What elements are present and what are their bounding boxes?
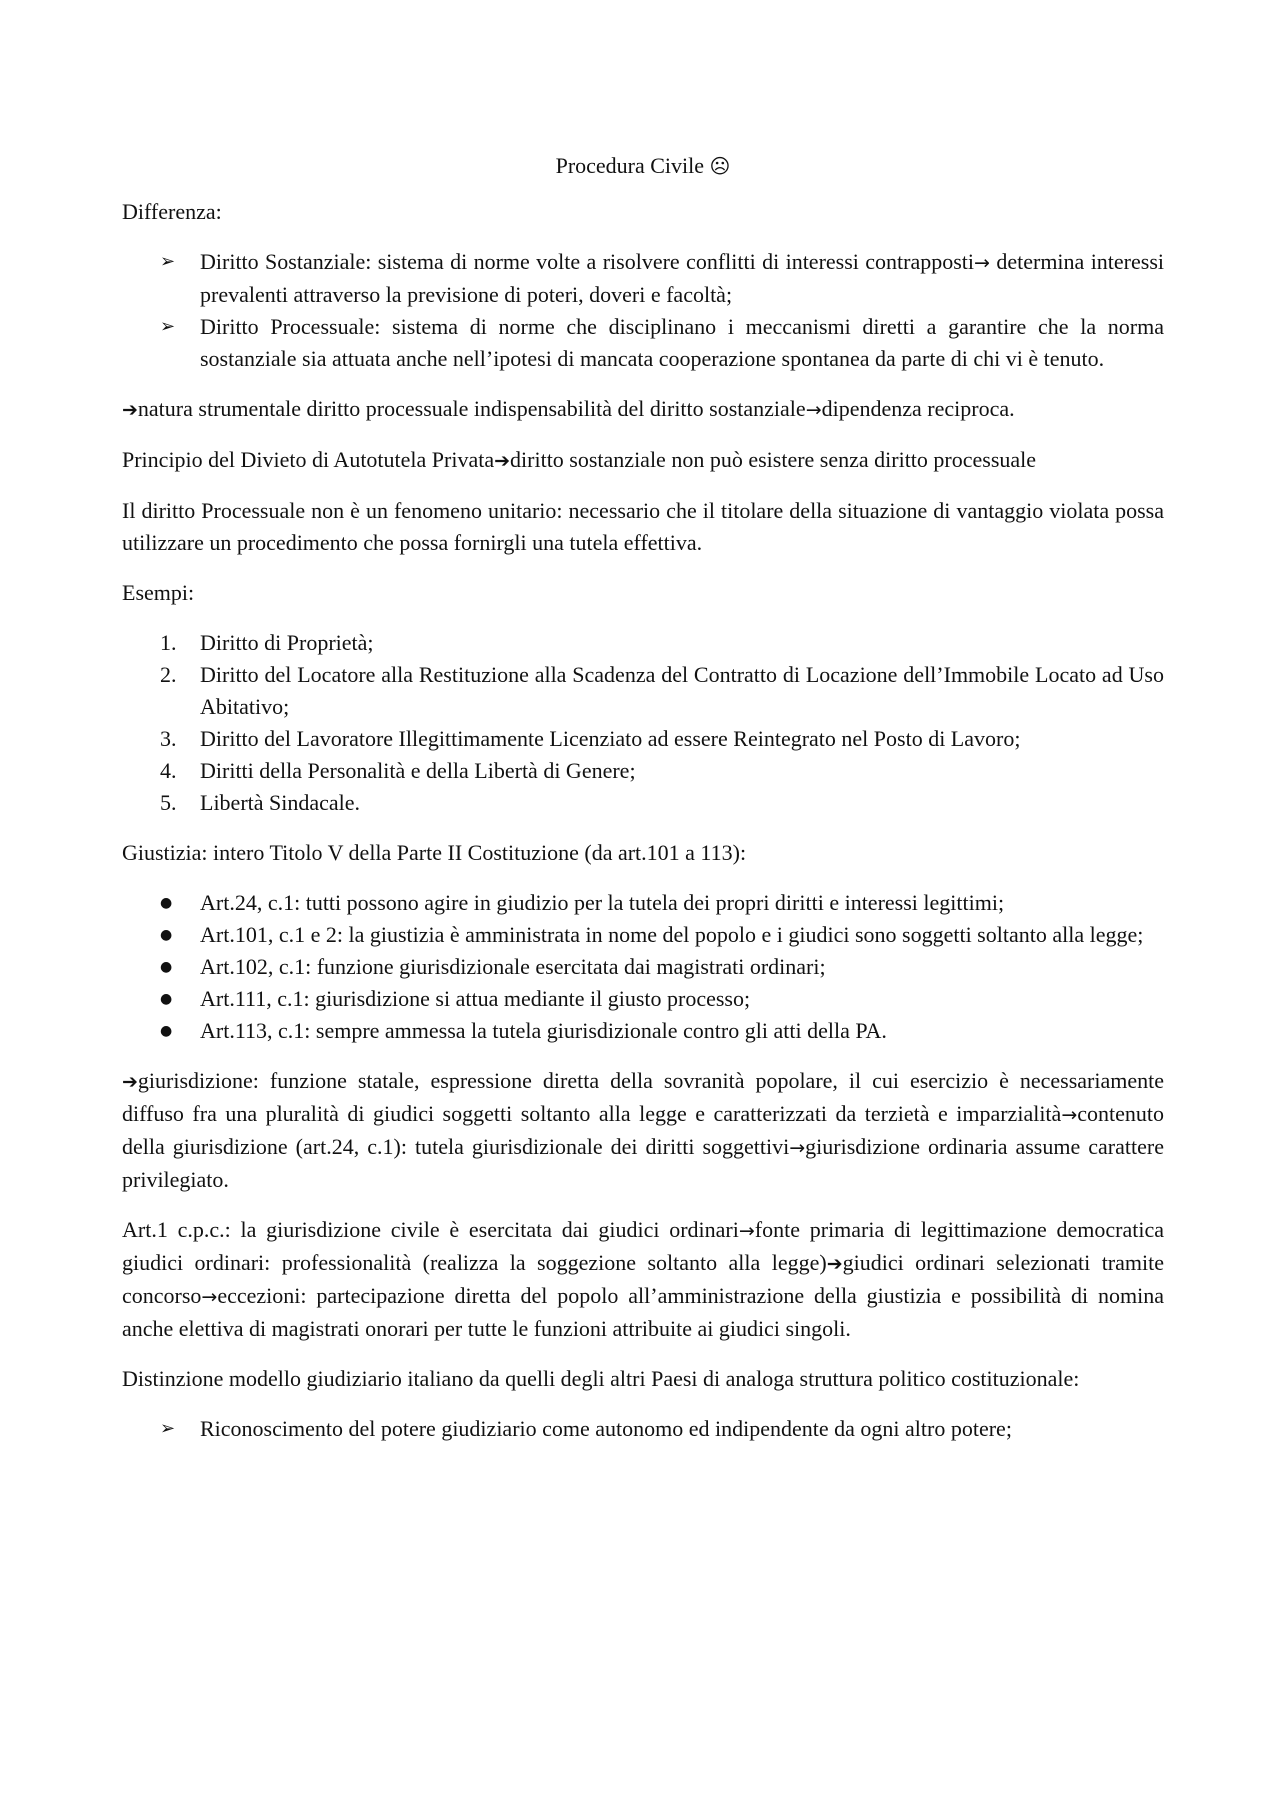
bullet-dot-icon: ● xyxy=(160,991,173,1007)
right-arrow-icon: → xyxy=(805,399,822,421)
esempi-heading: Esempi: xyxy=(122,580,195,605)
item-text: Art.101, c.1 e 2: la giustizia è amministrata in nome del popolo e i giudici sono soggetti soltanto alla legge; xyxy=(200,922,1144,947)
right-arrow-icon: → xyxy=(789,1137,806,1159)
item-text: Diritti della Personalità e della Libertà di Genere; xyxy=(200,758,636,783)
item-text: Diritto di Proprietà; xyxy=(200,630,374,655)
text-run: dipendenza reciproca. xyxy=(821,396,1015,421)
list-number: 4. xyxy=(160,758,177,783)
art1-paragraph xyxy=(122,1214,1164,1345)
esempi-list xyxy=(122,627,1164,819)
item-text: Art.113, c.1: sempre ammessa la tutela giurisdizionale contro gli atti della PA. xyxy=(200,1018,887,1043)
text-run: natura strumentale diritto processuale indispensabilità del diritto sostanziale xyxy=(137,396,806,421)
differenza-list xyxy=(122,246,1164,375)
right-arrow-icon: → xyxy=(201,1286,218,1308)
giustizia-heading: Giustizia: intero Titolo V della Parte II Costituzione (da art.101 a 113): xyxy=(122,840,747,865)
arrowhead-bullet-icon: ➢ xyxy=(160,251,176,272)
list-item xyxy=(122,983,1164,1015)
bullet-dot-icon: ● xyxy=(160,895,173,911)
list-item xyxy=(122,887,1164,919)
text-run: eccezioni: partecipazione diretta del popolo all’amministrazione della giustizia e possibilità di nomina anche elettiva di magistrati onorari per tutte le funzioni attribuite ai giudici singoli. xyxy=(122,1283,1164,1341)
item-text: Diritto Sostanziale: sistema di norme volte a risolvere conflitti di interessi contrapposti xyxy=(200,249,975,274)
page-title xyxy=(122,150,1164,182)
list-item xyxy=(122,723,1164,755)
item-text: Diritto Processuale: sistema di norme che disciplinano i meccanismi diretti a garantire che la norma sostanziale sia attuata anche nell’ipotesi di mancata cooperazione spontanea da parte di chi vi è tenuto. xyxy=(200,314,1164,371)
distinzione-paragraph: Distinzione modello giudiziario italiano da quelli degli altri Paesi di analoga struttura politico costituzionale: xyxy=(122,1366,1080,1391)
list-item xyxy=(122,787,1164,819)
giurisdizione-paragraph xyxy=(122,1065,1164,1196)
list-number: 1. xyxy=(160,630,177,655)
item-text: Art.102, c.1: funzione giurisdizionale esercitata dai magistrati ordinari; xyxy=(200,954,826,979)
right-arrow-icon: → xyxy=(1061,1104,1078,1126)
text-run: Principio del Divieto di Autotutela Privata xyxy=(122,447,495,472)
right-arrow-icon: → xyxy=(974,252,990,274)
list-item xyxy=(122,311,1164,375)
bold-right-arrow-icon: ➔ xyxy=(122,399,138,421)
text-run: fonte primaria di legittimazione democratica giudici ordinari: professionalità (realizza la soggezione soltanto alla legge) xyxy=(122,1217,1164,1275)
item-text-rest: determina interessi prevalenti attraverso la previsione di poteri, doveri e facoltà; xyxy=(200,249,1165,307)
natura-paragraph xyxy=(122,393,1164,426)
text-run: giurisdizione: funzione statale, espressione diretta della sovranità popolare, il cui esercizio è necessariamente diffuso fra una pluralità di giudici soggetti soltanto alla legge e caratterizzati da terzietà e imparzialità xyxy=(122,1068,1164,1126)
list-number: 5. xyxy=(160,790,177,815)
list-item xyxy=(122,1413,1164,1445)
bullet-dot-icon: ● xyxy=(160,927,173,943)
list-item xyxy=(122,1015,1164,1047)
item-text: Libertà Sindacale. xyxy=(200,790,361,815)
item-text: Diritto del Lavoratore Illegittimamente Licenziato ad essere Reintegrato nel Posto di Lavoro; xyxy=(200,726,1021,751)
text-run: giurisdizione ordinaria assume carattere privilegiato. xyxy=(122,1134,1164,1192)
principio-paragraph xyxy=(122,444,1164,477)
sad-face-icon: ☹ xyxy=(709,154,731,178)
list-item xyxy=(122,919,1164,951)
giustizia-list xyxy=(122,887,1164,1047)
text-run: diritto sostanziale non può esistere senza diritto processuale xyxy=(510,447,1037,472)
item-text: Riconoscimento del potere giudiziario come autonomo ed indipendente da ogni altro potere; xyxy=(200,1416,1012,1441)
right-arrow-icon: → xyxy=(738,1220,755,1242)
arrowhead-bullet-icon: ➢ xyxy=(160,1418,176,1439)
list-item xyxy=(122,627,1164,659)
item-text: Art.111, c.1: giurisdizione si attua mediante il giusto processo; xyxy=(200,986,751,1011)
item-text: Diritto del Locatore alla Restituzione alla Scadenza del Contratto di Locazione dell’Immobile Locato ad Uso Abitativo; xyxy=(200,662,1164,719)
text-run: contenuto della giurisdizione (art.24, c.1): tutela giurisdizionale dei diritti soggettivi xyxy=(122,1101,1164,1159)
item-text: Art.24, c.1: tutti possono agire in giudizio per la tutela dei propri diritti e interessi legittimi; xyxy=(200,890,1005,915)
list-number: 2. xyxy=(160,662,177,687)
arrowhead-bullet-icon: ➢ xyxy=(160,316,176,337)
text-run: giudici ordinari selezionati tramite concorso xyxy=(122,1250,1164,1308)
diritto-processuale-paragraph: Il diritto Processuale non è un fenomeno unitario: necessario che il titolare della situazione di vantaggio violata possa utilizzare un procedimento che possa fornirgli una tutela effettiva. xyxy=(122,498,1164,555)
differenza-heading: Differenza: xyxy=(122,199,222,224)
bullet-dot-icon: ● xyxy=(160,1023,173,1039)
bold-right-arrow-icon: ➔ xyxy=(122,1071,138,1093)
text-run: Art.1 c.p.c.: la giurisdizione civile è esercitata dai giudici ordinari xyxy=(122,1217,739,1242)
list-item xyxy=(122,951,1164,983)
distinzione-list xyxy=(122,1413,1164,1445)
list-item xyxy=(122,755,1164,787)
bold-right-arrow-icon: ➔ xyxy=(494,450,511,472)
list-item xyxy=(122,659,1164,723)
list-number: 3. xyxy=(160,726,177,751)
list-item xyxy=(122,246,1164,311)
bullet-dot-icon: ● xyxy=(160,959,173,975)
bold-right-arrow-icon: ➔ xyxy=(826,1253,843,1275)
title-text: Procedura Civile xyxy=(555,153,705,178)
